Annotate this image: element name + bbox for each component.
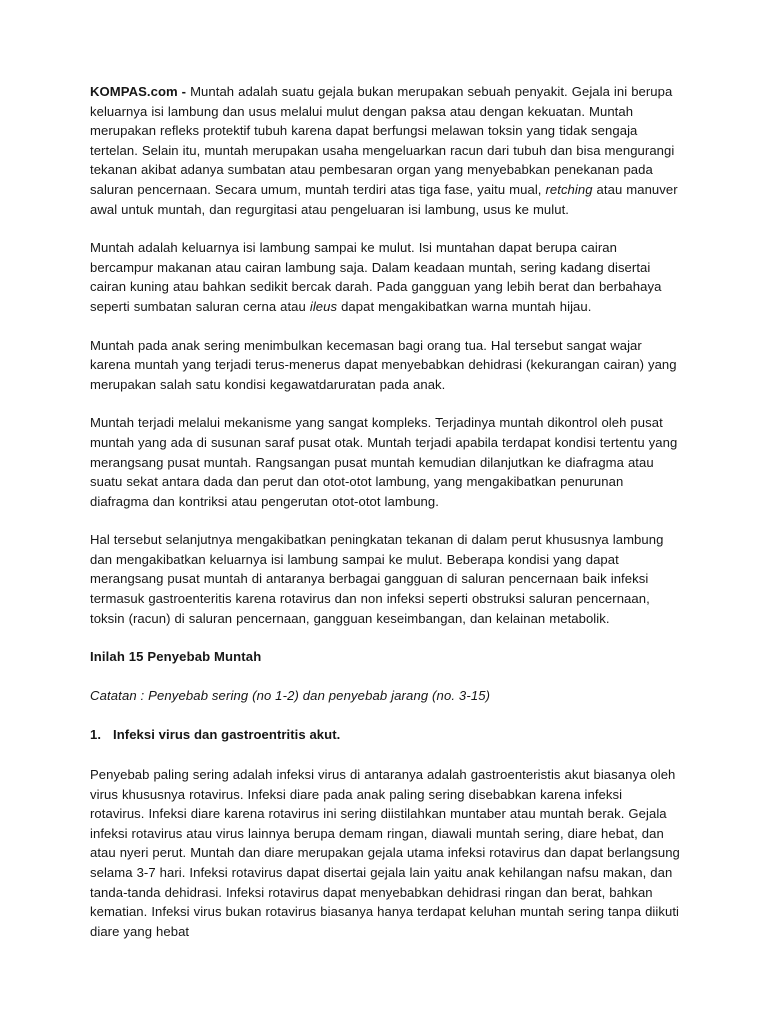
document-body (90, 82, 680, 941)
paragraph-tekanan: Hal tersebut selanjutnya mengakibatkan peningkatan tekanan di dalam perut khususnya lambung dan mengakibatkan keluarnya isi lambung sampai ke mulut. Beberapa kondisi yang dapat merangsang pusat muntah di antaranya berbagai gangguan di saluran pencernaan baik infeksi termasuk gastroenteritis karena rotavirus dan non infeksi seperti obstruksi saluran pencernaan, toksin (racun) di saluran pencernaan, gangguan keseimbangan, dan kelainan metabolik. (90, 532, 664, 626)
paragraph-item-one-body: Penyebab paling sering adalah infeksi virus di antaranya adalah gastroenteristis akut biasanya oleh virus khususnya rotavirus. Infeksi diare pada anak paling sering disebabkan karena infeksi rotavirus. Infeksi diare karena rotavirus ini sering diistilahkan muntaber atau muntah berak. Gejala infeksi rotavirus atau virus lainnya berupa demam ringan, diawali muntah sering, diare hebat, dan atau nyeri perut. Muntah dan diare merupakan gejala utama infeksi rotavirus dan dapat berlangsung selama 3-7 hari. Infeksi rotavirus dapat disertai gejala lain yaitu anak kehilangan nafsu makan, dan tanda-tanda dehidrasi. Infeksi rotavirus dapat menyebabkan dehidrasi ringan dan berat, bahkan kematian. Infeksi virus bukan rotavirus biasanya hanya terdapat keluhan muntah sering tanpa diikuti diare yang hebat (90, 767, 680, 939)
emphasis-term: retching (545, 181, 593, 197)
section-heading: Inilah 15 Penyebab Muntah (90, 649, 262, 665)
note-line: Catatan : Penyebab sering (no 1-2) dan penyebab jarang (no. 3-15) (90, 687, 491, 703)
paragraph-definisi: Muntah adalah keluarnya isi lambung sampai ke mulut. Isi muntahan dapat berupa cairan bercampur makanan atau cairan lambung saja. Dalam keadaan muntah, sering kadang disertai cairan kuning atau bahkan sedikit bercak darah. Pada gangguan yang lebih berat dan berbahaya seperti sumbatan saluran cerna atau ileus dapat mengakibatkan warna muntah hijau. (90, 240, 662, 314)
list-item-number: 1. (90, 727, 102, 743)
list-item-heading-1 (90, 725, 680, 745)
paragraph-mekanisme: Muntah terjadi melalui mekanisme yang sangat kompleks. Terjadinya muntah dikontrol oleh pusat muntah yang ada di susunan saraf pusat otak. Muntah terjadi apabila terdapat kondisi tertentu yang merangsang pusat muntah. Rangsangan pusat muntah kemudian dilanjutkan ke diafragma atau suatu sekat antara dada dan perut dan otot-otot lambung, yang mengakibatkan penurunan diafragma dan kontriksi atau pengerutan otot-otot lambung. (90, 415, 678, 509)
emphasis-term: ileus (309, 298, 338, 314)
paragraph-kecemasan: Muntah pada anak sering menimbulkan kecemasan bagi orang tua. Hal tersebut sangat wajar karena muntah yang terjadi terus-menerus dapat menyebabkan dehidrasi (kekurangan cairan) yang merupakan salah satu kondisi kegawatdaruratan pada anak. (90, 337, 677, 392)
source-brand-label: KOMPAS.com - (90, 84, 187, 99)
list-item-title: Infeksi virus dan gastroentritis akut. (113, 727, 341, 743)
paragraph-intro: KOMPAS.com - Muntah adalah suatu gejala bukan merupakan sebuah penyakit. Gejala ini berupa keluarnya isi lambung dan usus melalui mulut dengan paksa atau dengan kekuatan. Muntah merupakan refleks protektif tubuh karena dapat berfungsi melawan toksin yang tidak sengaja tertelan. Selain itu, muntah merupakan usaha mengeluarkan racun dari tubuh dan bisa mengurangi tekanan akibat adanya sumbatan atau pembesaran organ yang menyebabkan penekanan pada saluran pencernaan. Secara umum, muntah terdiri atas tiga fase, yaitu mual, retching atau manuver awal untuk muntah, dan regurgitasi atau pengeluaran isi lambung, usus ke mulut. (90, 84, 678, 217)
